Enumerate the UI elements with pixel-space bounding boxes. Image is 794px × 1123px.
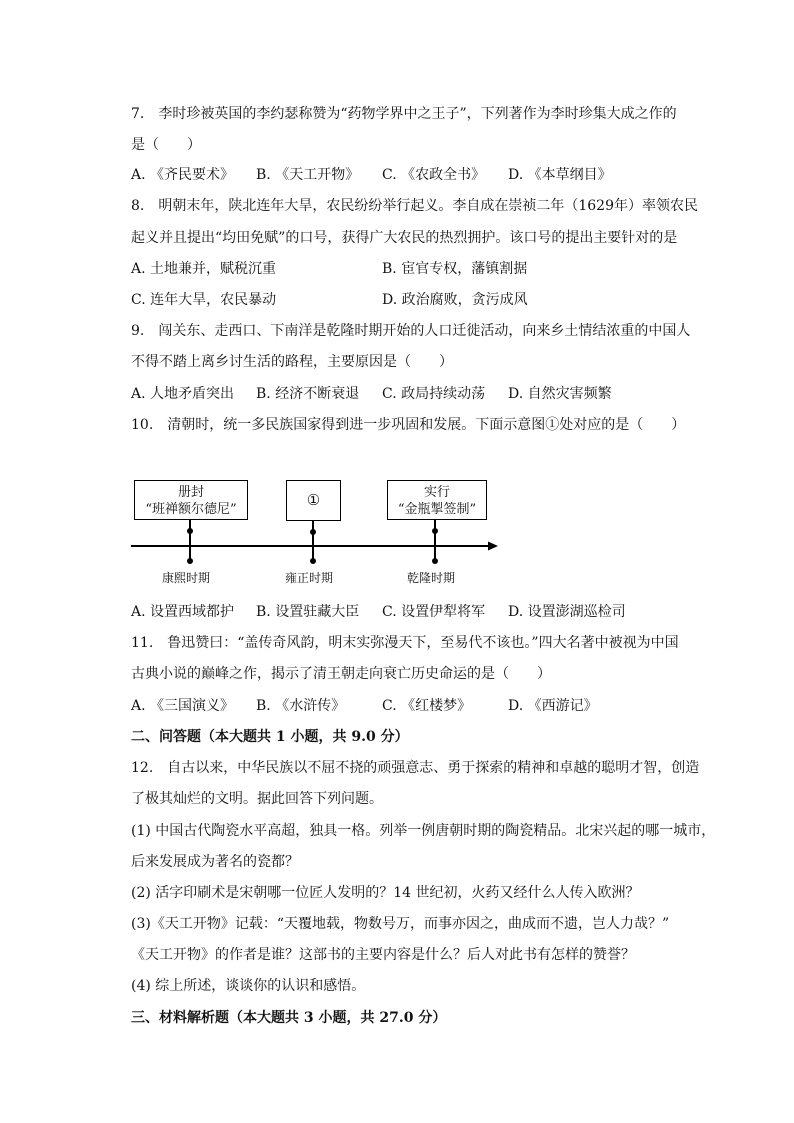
timeline-dot-kangxi-top [187,528,193,534]
q12-part2: (2) 活字印刷术是宋朝哪一位匠人发明的？14 世纪初，火药又经什么人传入欧洲？ [131,885,640,901]
q9-option-c: C. 政局持续动荡 [382,386,486,402]
timeline-box-kangxi [134,480,248,520]
section-2-heading: 二、问答题（本大题共 1 小题，共 9.0 分） [131,729,409,745]
q11-option-a: A. 《三国演义》 [131,698,235,714]
q7-stem-line2: 是（ ） [131,137,201,153]
timeline-dot-yongzheng-top [310,529,316,535]
q8-stem-line1: 8. 明朝末年，陕北连年大旱，农民纷纷举行起义。李自成在崇祯二年（1629年）率领农民 [131,198,698,214]
q10-stem: 10. 清朝时，统一多民族国家得到进一步巩固和发展。下面示意图①处对应的是（ ） [131,417,686,433]
q12-part3-line2: 《天工开物》的作者是谁？这部书的主要内容是什么？后人对此书有怎样的赞誉？ [131,947,635,963]
q9-stem-line2: 不得不踏上离乡讨生活的路程，主要原因是（ ） [131,354,453,370]
box-kangxi-line1: 册封 [177,485,204,500]
q10-option-d: D. 设置澎湖巡检司 [508,604,626,620]
q11-stem-line2: 古典小说的巅峰之作，揭示了清王朝走向衰亡历史命运的是（ ） [131,666,551,682]
q9-stem-line1: 9. 闯关东、走西口、下南洋是乾隆时期开始的人口迁徙活动，向来乡土情结浓重的中国人 [131,323,691,339]
timeline-label-qianlong: 乾隆时期 [407,571,456,585]
timeline-label-kangxi: 康熙时期 [162,571,211,585]
q11-option-c: C. 《红楼梦》 [382,698,472,714]
q12-part3-line1: (3)《天工开物》记载：“天覆地载，物数号万，而事亦因之，曲成而不遗，岂人力哉？” [131,916,670,932]
section-3-heading: 三、材料解析题（本大题共 3 小题，共 27.0 分） [131,1010,447,1026]
q12-stem-line1: 12. 自古以来，中华民族以不屈不挠的顽强意志、勇于探索的精神和卓越的聪明才智，创造 [131,760,700,776]
q11-option-d: D. 《西游记》 [508,698,598,714]
q11-stem-line1: 11. 鲁迅赞曰：“盖传奇风韵，明末实弥漫天下，至易代不该也。”四大名著中被视为中国 [131,635,679,651]
q9-option-d: D. 自然灾害频繁 [508,386,612,402]
timeline-label-yongzheng: 雍正时期 [285,571,334,585]
q8-stem-line2: 起义并且提出“均田免赋”的口号，获得广大农民的热烈拥护。该口号的提出主要针对的是 [131,230,678,246]
timeline-dot-kangxi-bottom [187,558,193,564]
timeline-box-yongzheng [286,480,341,521]
timeline-dot-yongzheng-bottom [310,558,316,564]
timeline-box-qianlong [387,480,487,520]
box-yongzheng-marker: ① [306,491,321,509]
q11-option-b: B. 《水浒传》 [256,698,346,714]
q7-option-d: D. 《本草纲目》 [508,167,612,183]
timeline-arrowhead [488,542,498,551]
q12-stem-line2: 了极其灿烂的文明。据此回答下列问题。 [131,791,383,807]
timeline-dot-qianlong-bottom [432,558,438,564]
q7-option-a: A. 《齐民要术》 [131,167,235,183]
q8-option-b: B. 宦官专权，藩镇割据 [382,261,528,277]
box-qianlong-line2: “金瓶掣签制” [397,502,477,517]
q7-option-c: C. 《农政全书》 [382,167,486,183]
box-qianlong-line1: 实行 [423,485,450,500]
q9-option-b: B. 经济不断衰退 [256,386,360,402]
box-kangxi-line2: “班禅额尔德尼” [145,502,237,517]
q8-option-d: D. 政治腐败，贪污成风 [382,292,528,308]
q7-option-b: B. 《天工开物》 [256,167,360,183]
q10-option-a: A. 设置西域都护 [131,604,235,620]
q12-part1-line1: (1) 中国古代陶瓷水平高超，独具一格。列举一例唐朝时期的陶瓷精品。北宋兴起的哪一城市， [131,823,716,839]
q12-part1-line2: 后来发展成为著名的瓷都？ [131,854,299,870]
q10-option-c: C. 设置伊犁将军 [382,604,486,620]
q8-option-a: A. 土地兼并，赋税沉重 [131,261,277,277]
q9-option-a: A. 人地矛盾突出 [131,386,235,402]
q12-part4: (4) 综上所述，谈谈你的认识和感悟。 [131,978,366,994]
timeline-dot-qianlong-top [432,528,438,534]
q7-stem-line1: 7. 李时珍被英国的李约瑟称赞为“药物学界中之王子”，下列著作为李时珍集大成之作的 [131,106,677,122]
q8-option-c: C. 连年大旱，农民暴动 [131,292,277,308]
q10-option-b: B. 设置驻藏大臣 [256,604,360,620]
